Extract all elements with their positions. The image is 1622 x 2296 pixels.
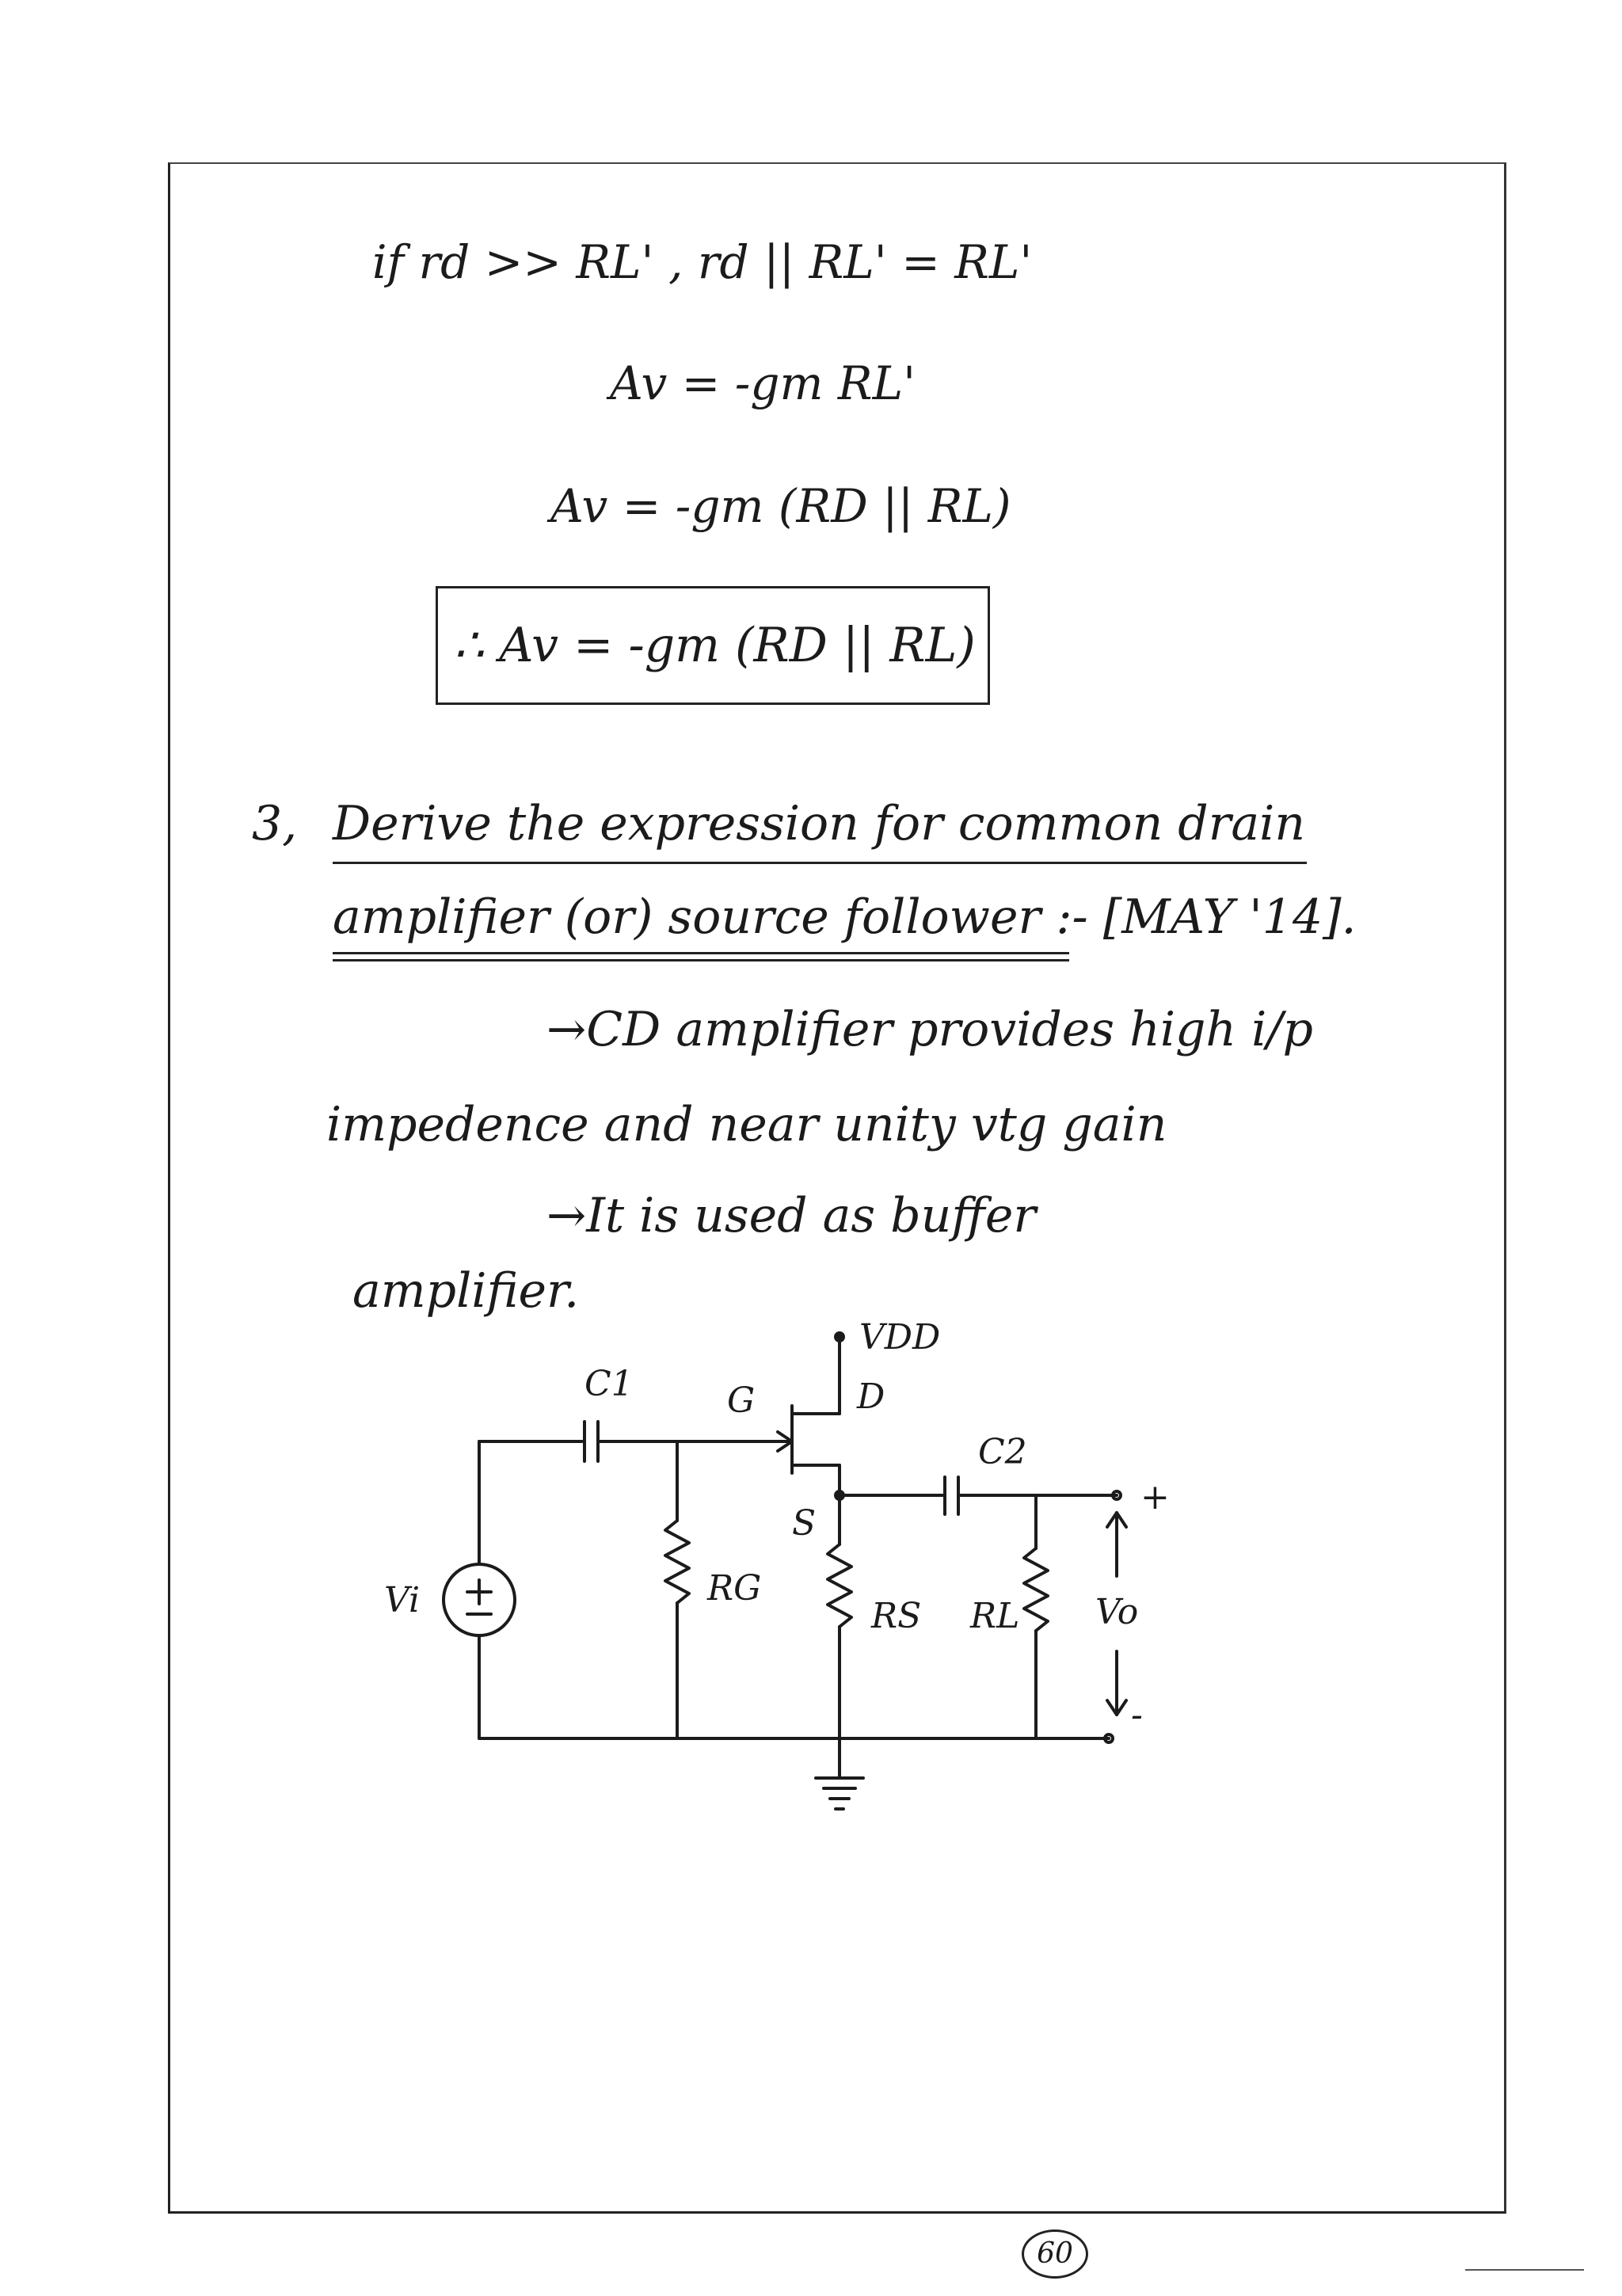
question-line-1: Derive the expression for common drain — [333, 796, 1305, 851]
result-equation: ∴ Av = -gm (RD || RL) — [454, 618, 976, 673]
condition-equation: if rd >> RL' , rd || RL' = RL' — [372, 235, 1033, 289]
rs-resistor — [828, 1544, 851, 1627]
label-vi: Vi — [384, 1580, 421, 1620]
label-minus: - — [1131, 1695, 1143, 1735]
label-vo: Vo — [1095, 1592, 1139, 1632]
question-number: 3, — [252, 796, 298, 851]
label-rl: RL — [970, 1596, 1020, 1636]
label-source: S — [792, 1503, 817, 1544]
label-vdd: VDD — [859, 1317, 941, 1357]
gain-equation-2: Av = -gm (RD || RL) — [550, 479, 1011, 533]
question-line-2-tag: :- [MAY '14]. — [1056, 889, 1357, 945]
note-line-2: impedence and near unity vtg gain — [326, 1097, 1167, 1152]
label-c2: C2 — [978, 1432, 1027, 1472]
note-line-4: amplifier. — [352, 1263, 580, 1319]
note-line-1: →CD amplifier provides high i/p — [546, 1002, 1313, 1057]
label-rs: RS — [871, 1596, 922, 1636]
scan-mark — [1465, 2269, 1584, 2271]
question-line-2-main: amplifier (or) source follower — [333, 889, 1041, 945]
note-line-3: →It is used as buffer — [546, 1188, 1037, 1243]
label-drain: D — [857, 1376, 885, 1417]
gain-equation-1: Av = -gm RL' — [610, 356, 916, 410]
vdd-node — [836, 1333, 843, 1341]
label-rg: RG — [707, 1568, 762, 1609]
label-c1: C1 — [584, 1364, 634, 1404]
label-plus: + — [1140, 1477, 1170, 1517]
rg-resistor — [665, 1521, 689, 1603]
page-number: 60 — [1022, 2229, 1088, 2279]
label-gate: G — [727, 1380, 756, 1421]
rl-resistor — [1024, 1548, 1048, 1631]
